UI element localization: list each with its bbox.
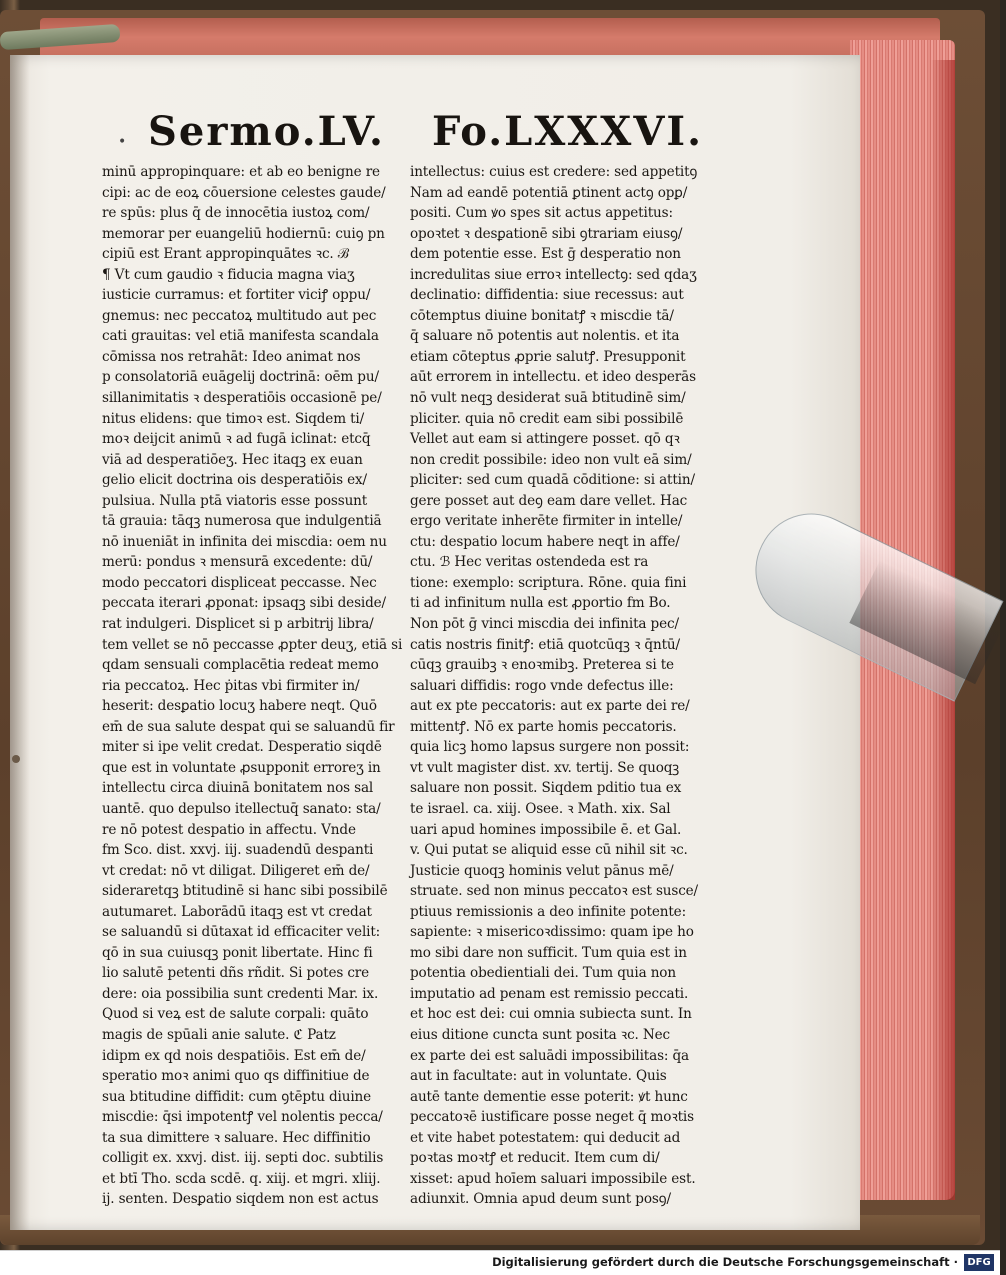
text-line: xisset: apud hoīem saluari impossibile est. — [410, 1170, 696, 1187]
text-line: miscdie: q̄si impotentꝭ vel nolentis pecca/ — [102, 1109, 383, 1126]
text-line: moꝛ deijcit animū ꝛ ad fugā iclinat: etcq̄ — [102, 431, 371, 448]
text-line: q̄ saluare nō potentis aut nolentis. et ita — [410, 328, 680, 345]
text-line: modo peccatori displiceat peccasse. Nec — [102, 574, 377, 591]
text-line: cōmissa nos retrahāt: Ideo animat nos — [102, 348, 361, 365]
text-line: idipm ex qd nois despatiōis. Est em̄ de/ — [102, 1047, 366, 1064]
text-line: tem vellet se nō peccasse ꝓpter deuʒ, etiā si — [102, 636, 403, 653]
text-line: colligit ex. xxvj. dist. iij. septi doc. subtilis — [102, 1150, 384, 1167]
text-line: declinatio: diffidentia: siue recessus: aut — [410, 287, 684, 304]
text-line: p consolatoriā euāgelij doctrinā: oēm pu/ — [102, 369, 379, 386]
text-line: pliciter. quia nō credit eam sibi possibilē — [410, 410, 684, 427]
text-line: cipi: ac de eoꝝ cōuersione celestes gaude/ — [102, 184, 386, 201]
text-line: Nam ad eandē potentiā ꝑtinent actꝯ opꝑ/ — [410, 184, 688, 201]
text-line: qdam sensuali complacētia redeat memo — [102, 657, 379, 674]
text-line: non credit possibile: ideo non vult eā sim/ — [410, 451, 692, 468]
text-line: autē tante dementie esse poterit: ꝟt hunc — [410, 1088, 688, 1105]
text-line: ex parte dei est saluādi impossibilitas: q̄a — [410, 1047, 690, 1064]
text-line: iusticie curramus: et fortiter viciꝭ oppu/ — [102, 287, 371, 304]
text-line: cūqꝫ grauibꝫ ꝛ enoꝛmibꝫ. Preterea si te — [410, 657, 674, 674]
text-line: ptiuus remissionis a deo infinite potente: — [410, 903, 687, 920]
text-line: eius ditione cuncta sunt posita ꝛc. Nec — [410, 1026, 671, 1043]
text-line: qō in sua cuiusqꝫ ponit libertate. Hinc fi — [102, 944, 373, 961]
text-line: pulsiua. Nulla ptā viatoris esse possunt — [102, 492, 368, 509]
text-line: ij. senten. Desꝑatio siqdem non est actus — [102, 1191, 379, 1208]
text-line: mittentꝭ. Nō ex parte homis peccatoris. — [410, 718, 677, 735]
text-line: potentia obedientiali dei. Tum quia non — [410, 965, 676, 982]
text-line: dere: oia possibilia sunt credenti Mar. ix. — [102, 985, 379, 1002]
text-line: poꝛtas moꝛtꝭ et reducit. Item cum di/ — [410, 1150, 660, 1167]
text-line: ta sua dimittere ꝛ saluare. Hec diffinitio — [102, 1129, 371, 1146]
text-line: sua btitudine diffidit: cum ꝯtēptu diuine — [102, 1088, 372, 1105]
page-mark: • — [118, 134, 127, 150]
text-line: intellectu circa diuinā bonitatem nos sal — [102, 780, 374, 797]
text-line: saluari diffidis: rogo vnde defectus ille: — [410, 677, 674, 694]
text-line: v. Qui putat se aliquid esse cū nihil sit ꝛc. — [410, 842, 688, 859]
text-line: aūt errorem in intellectu. et ideo desperās — [410, 369, 696, 386]
text-line: sillanimitatis ꝛ desperatiōis occasionē pe/ — [102, 390, 382, 407]
text-line: re nō potest despatio in affectu. Vnde — [102, 821, 356, 838]
text-line: ria peccatoꝝ. Hec ṗitas vbi firmiter in/ — [102, 677, 360, 694]
footer-bar — [0, 1250, 1000, 1275]
text-line: magis de spūali anie salute. ℭ Patz — [102, 1026, 336, 1043]
text-line: cati grauitas: vel etiā manifesta scandala — [102, 328, 379, 345]
text-line: uantē. quo depulso itellectuq̄ sanato: sta/ — [102, 800, 381, 817]
text-line: et vite habet potestatem: qui deducit ad — [410, 1129, 681, 1146]
text-line: uari apud homines impossibile ē. et Gal. — [410, 821, 682, 838]
text-line: mo sibi dare non sufficit. Tum quia est in — [410, 944, 687, 961]
text-line: aut ex pte peccatoris: aut ex parte dei re/ — [410, 698, 690, 715]
text-line: etiam cōteptus ꝓprie salutꝭ. Presupponit — [410, 348, 686, 365]
text-line: imputatio ad penam est remissio peccati. — [410, 985, 689, 1002]
text-line: adiunxit. Omnia apud deum sunt posꝯ/ — [410, 1191, 671, 1208]
funding-credit: Digitalisierung gefördert durch die Deutsche Forschungsgemeinschaft · — [492, 1255, 958, 1269]
text-line: nō vult neqꝫ desiderat suā btitudinē sim/ — [410, 390, 686, 407]
text-line: quia licꝫ homo lapsus surgere non possit: — [410, 739, 690, 756]
text-line: opoꝛtet ꝛ desꝑationē sibi ꝯtrariam eiusꝯ/ — [410, 225, 683, 242]
text-line: peccata iterari ꝓponat: ipsaqꝫ sibi deside/ — [102, 595, 386, 612]
text-line: fm Sco. dist. xxvj. iij. suadendū despanti — [102, 842, 374, 859]
text-line: sideraretqꝫ btitudinē si hanc sibi possibilē — [102, 883, 388, 900]
text-line: heserit: desꝑatio locuʒ habere neqt. Quō — [102, 698, 377, 715]
page-hole-mark — [12, 755, 20, 763]
text-line: peccatoꝛē iustificare posse neget q̄ moꝛtis — [410, 1109, 694, 1126]
text-line: gelio elicit doctrina ois desperatiōis ex/ — [102, 472, 367, 489]
text-line: incredulitas siue erroꝛ intellectꝯ: sed qdaʒ — [410, 266, 697, 283]
text-line: miter si ipe velit credat. Desperatio siqdē — [102, 739, 382, 756]
text-line: memorar per euangeliū hodiernū: cuiꝯ pn — [102, 225, 385, 242]
text-line: se saluandū si dūtaxat id efficaciter velit: — [102, 924, 381, 941]
text-line: cōtemptus diuine bonitatꝭ ꝛ miscdie tā/ — [410, 307, 674, 324]
text-line: gere posset aut deꝯ eam dare vellet. Hac — [410, 492, 688, 509]
text-line: positi. Cum ꝟo spes sit actus appetitus: — [410, 205, 673, 222]
text-line: tione: exemplo: scriptura. Rōne. quia fini — [410, 574, 687, 591]
text-line: rat indulgeri. Displicet si p arbitrij libra/ — [102, 616, 374, 633]
running-header-right: Fo.LXXXVI. — [432, 108, 704, 155]
text-line: struate. sed non minus peccatoꝛ est susce/ — [410, 883, 698, 900]
text-line: lio salutē petenti dñs rñdit. Si potes cre — [102, 965, 370, 982]
text-line: sapiente: ꝛ misericoꝛdissimo: quam ipe ho — [410, 924, 694, 941]
text-line: dem potentie esse. Est ḡ desperatio non — [410, 246, 681, 263]
text-line: Vellet aut eam si attingere posset. qō qꝛ — [410, 431, 680, 448]
text-line: Quod si veꝝ est de salute corpali: quāto — [102, 1006, 369, 1023]
text-line: vt vult magister dist. xv. tertij. Se quoqꝫ — [410, 759, 680, 776]
text-line: et hoc est dei: cui omnia subiecta sunt. In — [410, 1006, 692, 1023]
text-line: Non pōt ḡ vinci miscdia dei infinita pec/ — [410, 616, 679, 633]
text-line: et btī Tho. scda scdē. q. xiij. et mgri. xliij. — [102, 1170, 381, 1187]
text-line: merū: pondus ꝛ mensurā excedente: dū/ — [102, 554, 373, 571]
text-line: intellectus: cuius est credere: sed appetitꝯ — [410, 164, 698, 180]
text-line: Justicie quoqꝫ hominis velut pānus mē/ — [410, 862, 674, 879]
text-line: autumaret. Laborādū itaqꝫ est vt credat — [102, 903, 372, 920]
dfg-logo: DFG — [964, 1254, 994, 1271]
text-line: viā ad desperatiōeʒ. Hec itaqꝫ ex euan — [102, 451, 363, 468]
text-line: nō inueniāt in infinita dei miscdia: oem nu — [102, 533, 387, 550]
text-line: minū appropinquare: et ab eo benigne re — [102, 164, 380, 180]
text-line: ctu. ℬ Hec veritas ostendeda est ra — [410, 554, 649, 571]
text-line: que est in voluntate ꝓsupponit erroreʒ in — [102, 759, 381, 776]
text-column-right — [410, 162, 715, 1208]
page-fold-shadow — [10, 55, 30, 1230]
text-line: saluare non possit. Siqdem pditio tua ex — [410, 780, 682, 797]
text-line: tā grauia: tāqꝫ numerosa que indulgentiā — [102, 513, 382, 530]
text-line: gnemus: nec peccatoꝝ multitudo aut pec — [102, 307, 377, 324]
text-line: nitus elidens: que timoꝛ est. Siqdem ti/ — [102, 410, 365, 427]
text-line: vt credat: nō vt diligat. Diligeret em̄ de/ — [102, 862, 370, 879]
text-line: ergo veritate inherēte firmiter in intelle/ — [410, 513, 683, 530]
text-line: re spūs: plus q̄ de innocētia iustoꝝ com/ — [102, 205, 370, 222]
text-line: ti ad infinitum nulla est ꝓportio fm Bo. — [410, 595, 671, 612]
text-line: ctu: despatio locum habere neqt in affe/ — [410, 533, 680, 550]
running-header-left: Sermo.LV. — [148, 108, 385, 155]
text-line: aut in facultate: aut in voluntate. Quis — [410, 1068, 667, 1085]
text-line: pliciter: sed cum quadā cōditione: si attin/ — [410, 472, 695, 489]
text-line: em̄ de sua salute despat qui se saluandū fir — [102, 718, 395, 735]
text-column-left — [102, 162, 407, 1208]
text-line: cipiū est Erant appropinquātes ꝛc. ℬ — [102, 246, 350, 263]
text-line: ¶ Vt cum gaudio ꝛ fiducia magna viaʒ — [102, 266, 355, 283]
text-line: te israel. ca. xiij. Osee. ꝛ Math. xix. Sal — [410, 800, 671, 817]
text-line: catis nostris finitꝭ: etiā quotcūqꝫ ꝛ q̄ntū/ — [410, 636, 680, 653]
text-line: speratio moꝛ animi quo qs diffinitiue de — [102, 1068, 370, 1085]
